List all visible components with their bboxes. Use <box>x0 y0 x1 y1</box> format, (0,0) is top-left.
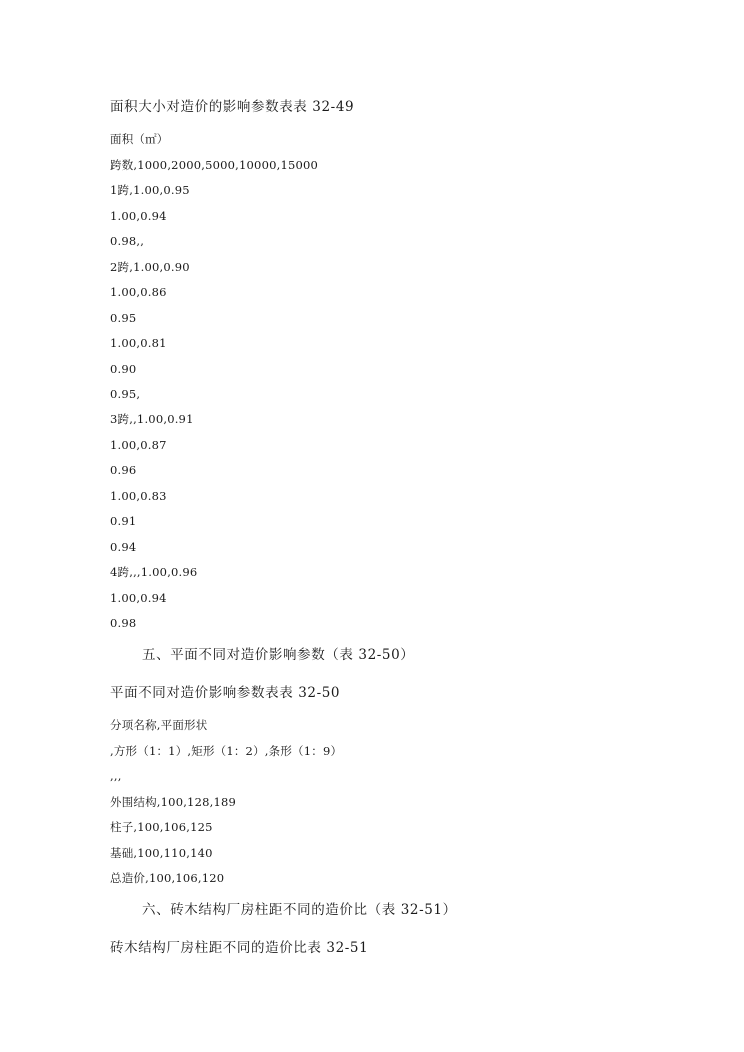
text-line: 0.96 <box>110 463 137 477</box>
text-line: ,,, <box>110 769 122 783</box>
text-line: 0.98,, <box>110 234 145 248</box>
text-line: 1.00,0.86 <box>110 285 167 299</box>
text-line: 0.90 <box>110 362 137 376</box>
text-line: 0.98 <box>110 616 137 630</box>
text-line: 0.94 <box>110 540 137 554</box>
text-line: 0.91 <box>110 514 137 528</box>
text-line: 总造价,100,106,120 <box>110 871 225 885</box>
text-line: 1.00,0.83 <box>110 489 167 503</box>
section-6-heading: 六、砖木结构厂房柱距不同的造价比（表 32-51） <box>142 902 457 918</box>
table-32-51-title: 砖木结构厂房柱距不同的造价比表 32-51 <box>110 940 369 956</box>
text-line: 1.00,0.81 <box>110 336 167 350</box>
text-line: 基础,100,110,140 <box>110 846 213 860</box>
text-line: 0.95 <box>110 311 137 325</box>
text-line: ,方形（1：1）,矩形（1：2）,条形（1：9） <box>110 744 343 758</box>
text-line: 3跨,,1.00,0.91 <box>110 412 194 426</box>
text-line: 外围结构,100,128,189 <box>110 795 237 809</box>
text-line: 1跨,1.00,0.95 <box>110 183 190 197</box>
text-line: 1.00,0.94 <box>110 209 167 223</box>
text-line: 柱子,100,106,125 <box>110 820 213 834</box>
text-line: 分项名称,平面形状 <box>110 718 208 732</box>
text-line: 0.95, <box>110 387 141 401</box>
table-32-50-title: 平面不同对造价影响参数表表 32-50 <box>110 685 341 701</box>
text-line: 2跨,1.00,0.90 <box>110 260 190 274</box>
text-line: 1.00,0.87 <box>110 438 167 452</box>
table-32-49-title: 面积大小对造价的影响参数表表 32-49 <box>110 99 355 115</box>
text-line: 面积（㎡） <box>110 132 169 146</box>
text-line: 跨数,1000,2000,5000,10000,15000 <box>110 158 319 172</box>
text-line: 1.00,0.94 <box>110 591 167 605</box>
section-5-heading: 五、平面不同对造价影响参数（表 32-50） <box>142 647 415 663</box>
text-line: 4跨,,,1.00,0.96 <box>110 565 198 579</box>
